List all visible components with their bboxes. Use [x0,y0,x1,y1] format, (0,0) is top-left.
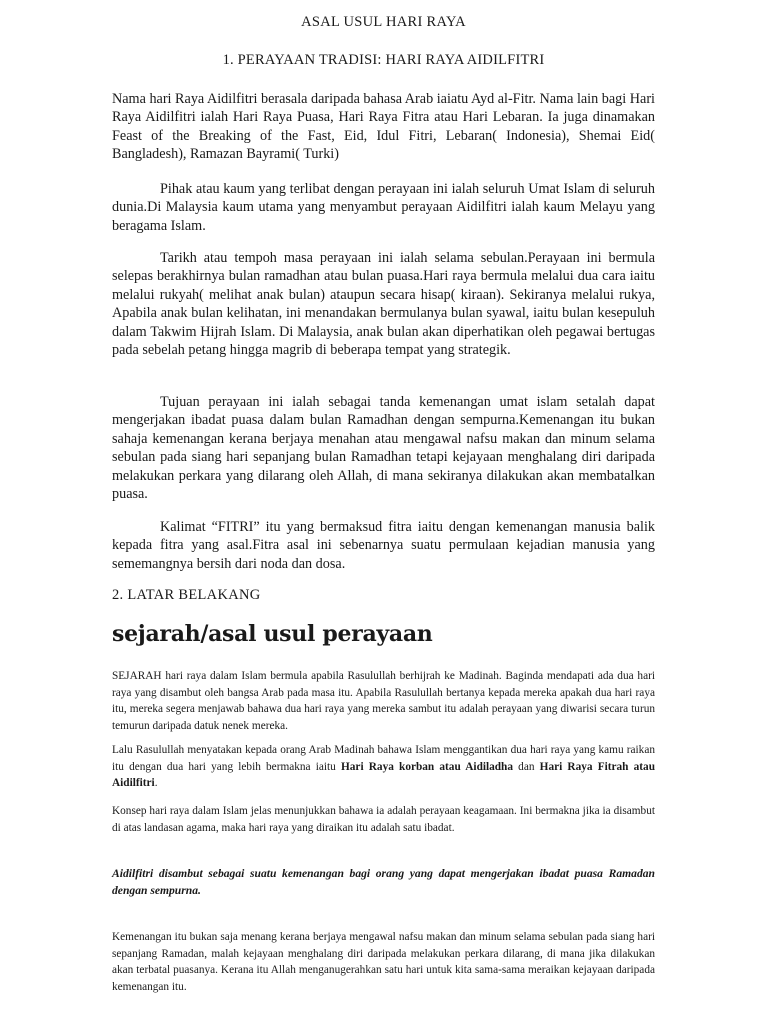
article-paragraph-victory: Aidilfitri disambut sebagai suatu kemenangan bagi orang yang dapat mengerjakan ibadat puasa Ramadan dengan sempurna. [112,867,655,897]
article-paragraph-history: SEJARAH hari raya dalam Islam bermula apabila Rasulullah berhijrah ke Madinah. Baginda mendapati ada dua hari raya yang disambut oleh bangsa Arab pada masa itu. Apabila Rasulullah bertanya kepada mereka apakah dua hari raya itu, mereka segera menjawab bahawa dua hari raya yang mereka sambut itu adalah perayaan yang diwarisi secara turun temurun daripada datuk nenek mereka. [112,670,655,732]
paragraph-participants: Pihak atau kaum yang terlibat dengan perayaan ini ialah seluruh Umat Islam di seluruh dunia.Di Malaysia kaum utama yang menyambut perayaan Aidilfitri ialah kaum Melayu yang beragama Islam. [112,181,655,234]
article-paragraph-replacement: Lalu Rasulullah menyatakan kepada orang Arab Madinah bahawa Islam menggantikan dua hari raya yang kamu raikan itu dengan dua hari yang lebih bermakna iaitu Hari Raya korban atau Aidiladha dan Hari Raya Fitrah atau Aidilfitri. [112,744,655,790]
section-1-heading: 1. PERAYAAN TRADISI: HARI RAYA AIDILFITRI [222,52,545,68]
paragraph-date-duration: Tarikh atau tempoh masa perayaan ini ialah selama sebulan.Perayaan ini bermula selepas berakhirnya bulan ramadhan atau bulan puasa.Hari raya bermula melalui dua cara iaitu melalui rukyah( melihat anak bulan) ataupun secara hisap( kiraan). Sekiranya melalui rukya, Apabila anak bulan kelihatan, ini menandakan bermulanya bulan syawal, iaitu bulan kesepuluh dalam Takwim Hijrah Islam. Di Malaysia, anak bulan akan diperhatikan oleh pegawai bertugas pada sebelah petang hingga magrib di beberapa tempat yang strategik. [112,250,655,359]
paragraph-purpose: Tujuan perayaan ini ialah sebagai tanda kemenangan umat islam setalah dapat mengerjakan ibadat puasa dalam bulan Ramadhan dengan sempurna.Kemenangan itu bukan sahaja kemenangan kerana berjaya menahan atau mengawal nafsu makan dan minum selama sebulan pada siang hari sepanjang bulan Ramadhan tetapi kejayaan menghalang diri daripada melakukan perkara yang dilarang oleh Allah, di mana sekiranya dilakukan akan membatalkan puasa. [112,394,655,503]
article-paragraph-triumph: Kemenangan itu bukan saja menang kerana berjaya mengawal nafsu makan dan minum selama sebulan pada siang hari sepanjang Ramadan, malah kejayaan menghalang diri daripada melakukan perkara dilarang, di mana jika dilakukan akan terbatal puasanya. Kerana itu Allah menganugerahkan satu hari untuk kita sama-sama meraikan kejayaan daripada kemenangan itu. [112,931,655,993]
paragraph-name-origin: Nama hari Raya Aidilfitri berasala daripada bahasa Arab iaiatu Ayd al-Fitr. Nama lain bagi Hari Raya Aidilfitri ialah Hari Raya Puasa, Hari Raya Fitra atau Hari Lebaran. Ia juga dinamakan Feast of the Breaking of the Fast, Eid, Idul Fitri, Lebaran( Indonesia), Shemai Eid( Bangladesh), Ramazan Bayrami( Turki) [112,91,655,163]
article-paragraph-concept: Konsep hari raya dalam Islam jelas menunjukkan bahawa ia adalah perayaan keagamaan. Ini bermakna jika ia disambut di atas landasan agama, maka hari raya yang diraikan itu adalah satu ibadat. [112,805,655,834]
section-2-heading: 2. LATAR BELAKANG [112,587,261,603]
article-heading: sejarah/asal usul perayaan [112,621,433,647]
document-title: ASAL USUL HARI RAYA [301,14,466,30]
paragraph-fitri-meaning: Kalimat “FITRI” itu yang bermaksud fitra iaitu dengan kemenangan manusia balik kepada fitra yang asal.Fitra asal ini sebenarnya suatu permulaan kejadian manusia yang sememangnya bersih dari noda dan dosa. [112,519,655,572]
